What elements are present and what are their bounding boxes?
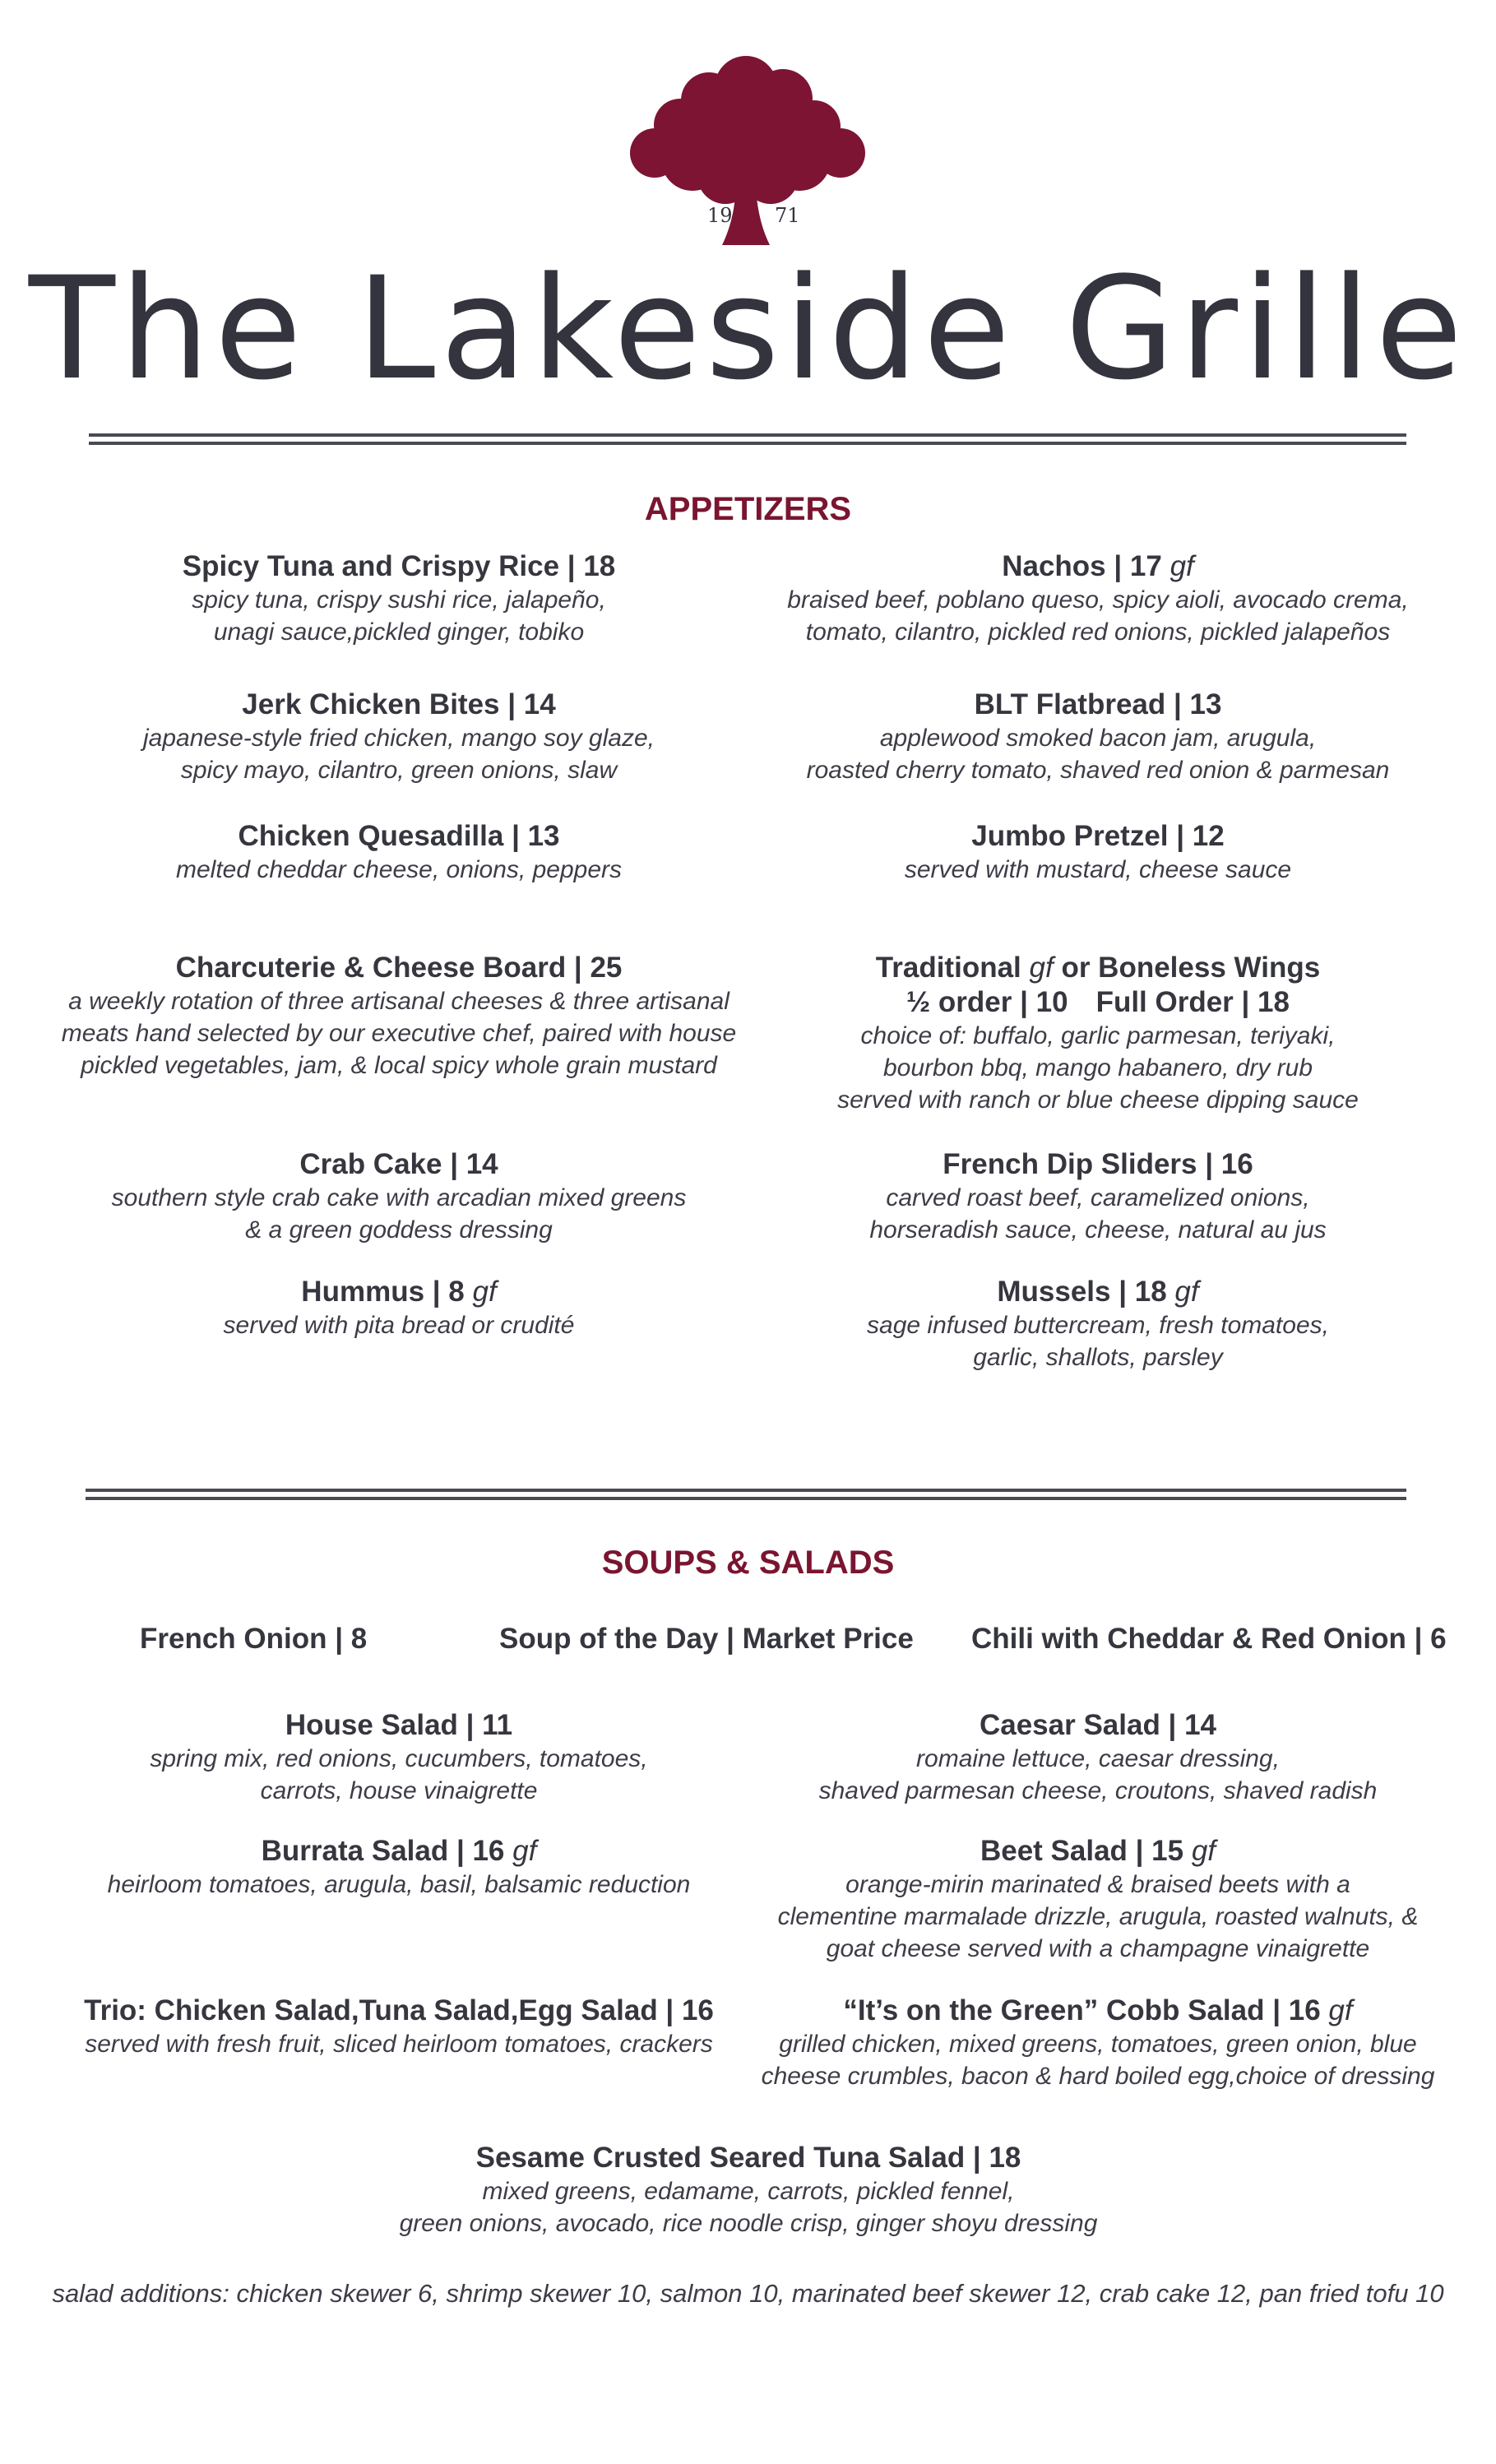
- menu-item: [49, 1147, 748, 1246]
- gluten-free-badge: gf: [1174, 1276, 1199, 1308]
- gluten-free-badge: gf: [1191, 1835, 1216, 1867]
- item-name: Jumbo Pretzel | 12: [971, 820, 1225, 852]
- item-name: [748, 1994, 1447, 2028]
- salad-additions: salad additions: chicken skewer 6, shrimp skewer 10, salmon 10, marinated beef skewer 12, crab cake 12, pan fried tofu 10: [52, 2279, 1444, 2308]
- item-description: romaine lettuce, caesar dressing, shaved parmesan cheese, croutons, shaved radish: [818, 1745, 1378, 1804]
- header-divider: [89, 433, 1406, 445]
- menu-item: [49, 819, 748, 886]
- item-description: orange-mirin marinated & braised beets with a clementine marmalade drizzle, arugula, roasted walnuts, & goat cheese served with a champagne vinaigrette: [777, 1871, 1419, 1962]
- item-description: carved roast beef, caramelized onions, horseradish sauce, cheese, natural au jus: [869, 1184, 1327, 1244]
- item-name: French Dip Sliders | 16: [943, 1148, 1253, 1180]
- item-name: Spicy Tuna and Crispy Rice | 18: [182, 550, 616, 582]
- item-description: grilled chicken, mixed greens, tomatoes, green onion, blue cheese crumbles, bacon & hard boiled egg,choice of dressing: [761, 2031, 1435, 2090]
- item-description: served with fresh fruit, sliced heirloom tomatoes, crackers: [85, 2031, 713, 2058]
- menu-item: [748, 1994, 1447, 2092]
- item-description: spring mix, red onions, cucumbers, tomatoes, carrots, house vinaigrette: [150, 1745, 648, 1804]
- item-name: [49, 1834, 748, 1869]
- item-description: spicy tuna, crispy sushi rice, jalapeño, unagi sauce,pickled ginger, tobiko: [192, 586, 606, 646]
- item-name: [748, 951, 1447, 985]
- item-name: [748, 1834, 1447, 1869]
- item-name: Jerk Chicken Bites | 14: [242, 688, 556, 720]
- menu-item: [748, 549, 1447, 648]
- item-description: sage infused buttercream, fresh tomatoes, garlic, shallots, parsley: [867, 1312, 1329, 1371]
- item-name: Sesame Crusted Seared Tuna Salad | 18: [475, 2142, 1021, 2174]
- item-name-text: Nachos | 17: [1002, 550, 1162, 582]
- gluten-free-badge: gf: [1029, 952, 1054, 984]
- item-description: choice of: buffalo, garlic parmesan, teriyaki, bourbon bbq, mango habanero, dry rub served with ranch or blue cheese dipping sauce: [837, 1022, 1359, 1114]
- item-description: applewood smoked bacon jam, arugula, roasted cherry tomato, shaved red onion & parmesan: [806, 725, 1390, 784]
- item-name-text: Traditional: [875, 952, 1021, 984]
- menu-item: [49, 1994, 748, 2060]
- item-name-text: Burrata Salad | 16: [261, 1835, 505, 1867]
- restaurant-name: The Lakeside Grille: [28, 246, 1468, 411]
- item-name: [748, 549, 1447, 584]
- item-description: a weekly rotation of three artisanal cheeses & three artisanal meats hand selected by our executive chef, paired with house pickled vegetables, jam, & local spicy whole grain mustard: [61, 988, 737, 1079]
- item-name: Crab Cake | 14: [299, 1148, 498, 1180]
- menu-item: [49, 1275, 748, 1341]
- item-description: melted cheddar cheese, onions, peppers: [175, 856, 623, 883]
- item-name: Chicken Quesadilla | 13: [238, 820, 560, 852]
- item-name: [49, 1275, 748, 1309]
- item-description: mixed greens, edamame, carrots, pickled fennel, green onions, avocado, rice noodle crisp, ginger shoyu dressing: [399, 2178, 1098, 2237]
- menu-item: [49, 688, 748, 786]
- item-name: Caesar Salad | 14: [979, 1709, 1217, 1741]
- menu-item: [748, 1275, 1447, 1373]
- menu-item: [49, 1708, 748, 1807]
- half-order-price: ½ order | 10: [906, 986, 1068, 1018]
- section-divider: [86, 1489, 1406, 1500]
- item-name-text: Beet Salad | 15: [980, 1835, 1184, 1867]
- menu-item-wings: [748, 951, 1447, 1116]
- item-description: southern style crab cake with arcadian mixed greens & a green goddess dressing: [111, 1184, 687, 1244]
- soup-item: Soup of the Day | Market Price: [499, 1623, 914, 1655]
- tree-logo: [602, 44, 890, 250]
- menu-item: [49, 951, 748, 1081]
- founded-year-left: 19: [707, 204, 733, 227]
- item-name: [748, 1275, 1447, 1309]
- founded-year-right: 71: [775, 204, 800, 227]
- appetizers-heading: APPETIZERS: [644, 491, 852, 527]
- full-order-price: Full Order | 18: [1095, 986, 1290, 1018]
- menu-item: [49, 549, 748, 648]
- menu-item: [296, 2141, 1201, 2239]
- item-description: japanese-style fried chicken, mango soy glaze, spicy mayo, cilantro, green onions, slaw: [142, 725, 655, 784]
- gluten-free-badge: gf: [1169, 550, 1194, 582]
- menu-item: [748, 1708, 1447, 1807]
- item-name: BLT Flatbread | 13: [974, 688, 1222, 720]
- item-name-text: Mussels | 18: [997, 1276, 1167, 1308]
- menu-item: [49, 1834, 748, 1901]
- item-name-text: “It’s on the Green” Cobb Salad | 16: [843, 1994, 1321, 2026]
- item-name: Charcuterie & Cheese Board | 25: [175, 952, 623, 984]
- item-name-text: or Boneless Wings: [1061, 952, 1321, 984]
- item-name-text: Hummus | 8: [301, 1276, 465, 1308]
- item-description: heirloom tomatoes, arugula, basil, balsamic reduction: [107, 1871, 691, 1898]
- gluten-free-badge: gf: [1328, 1994, 1353, 2026]
- soup-item: Chili with Cheddar & Red Onion | 6: [971, 1623, 1447, 1655]
- wings-pricing: [748, 985, 1447, 1020]
- item-name: House Salad | 11: [285, 1709, 513, 1741]
- item-description: served with mustard, cheese sauce: [904, 856, 1292, 883]
- menu-item: [748, 1147, 1447, 1246]
- tree-logo-canopy: [630, 56, 865, 245]
- menu-item: [748, 688, 1447, 786]
- menu-item: [748, 819, 1447, 886]
- soups-salads-heading: SOUPS & SALADS: [601, 1545, 895, 1581]
- item-name: Trio: Chicken Salad,Tuna Salad,Egg Salad | 16: [84, 1994, 714, 2026]
- item-description: braised beef, poblano queso, spicy aioli, avocado crema, tomato, cilantro, pickled red onions, pickled jalapeños: [787, 586, 1409, 646]
- gluten-free-badge: gf: [512, 1835, 537, 1867]
- gluten-free-badge: gf: [472, 1276, 497, 1308]
- item-description: served with pita bread or crudité: [223, 1312, 575, 1339]
- soup-item: French Onion | 8: [140, 1623, 368, 1655]
- menu-item: [748, 1834, 1447, 1965]
